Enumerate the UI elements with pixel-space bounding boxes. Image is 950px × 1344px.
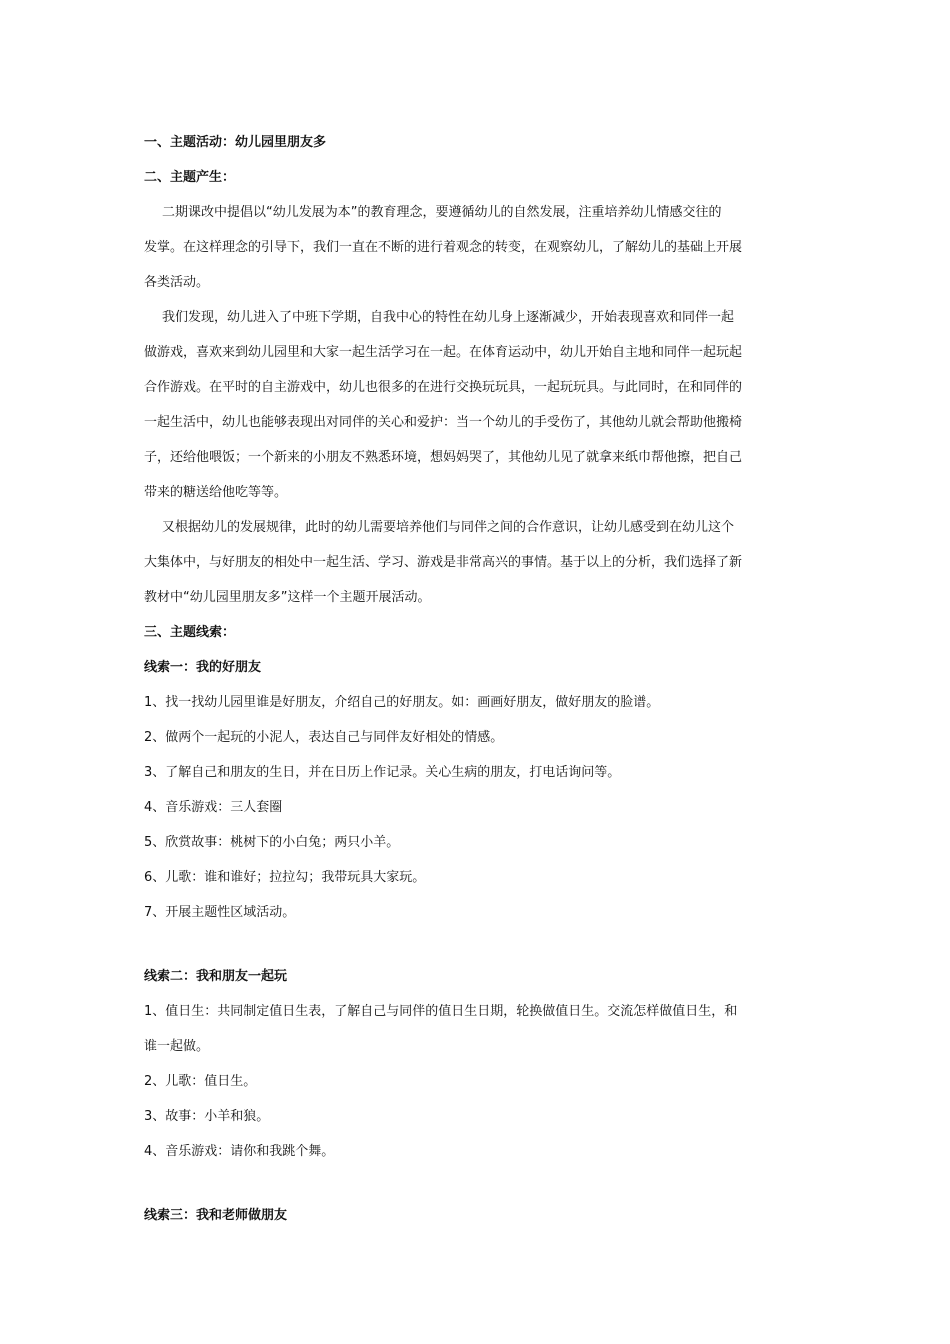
list-item: 3、了解自己和朋友的生日，并在日历上作记录。关心生病的朋友，打电话询问等。: [144, 765, 621, 780]
clue-title: 线索二：我和朋友一起玩: [144, 969, 288, 984]
list-item: 4、音乐游戏：三人套圈: [144, 800, 283, 815]
paragraph-3: [144, 510, 806, 615]
paragraph-line: 子，还给他喂饭；一个新来的小朋友不熟悉环境，想妈妈哭了，其他幼儿见了就拿来纸巾帮他擦，把自己: [144, 450, 743, 465]
paragraph-line: 发掌。在这样理念的引导下，我们一直在不断的进行着观念的转变，在观察幼儿，了解幼儿的基础上开展: [144, 240, 743, 255]
paragraph-line: 教材中“幼儿园里朋友多”这样一个主题开展活动。: [144, 590, 431, 605]
section-spacer: [144, 930, 806, 959]
paragraph-line: 二期课改中提倡以“幼儿发展为本”的教育理念，要遵循幼儿的自然发展，注重培养幼儿情感交往的: [162, 205, 722, 220]
paragraph-line: 一起生活中，幼儿也能够表现出对同伴的关心和爱护：当一个幼儿的手受伤了，其他幼儿就会帮助他搬椅: [144, 415, 743, 430]
clue-section-2: [144, 959, 806, 1169]
list-item: 6、儿歌：谁和谁好；拉拉勾；我带玩具大家玩。: [144, 870, 426, 885]
list-item: 2、做两个一起玩的小泥人，表达自己与同伴友好相处的情感。: [144, 730, 504, 745]
paragraph-2: [144, 300, 806, 510]
list-item: 7、开展主题性区域活动。: [144, 905, 296, 920]
paragraph-line: 各类活动。: [144, 275, 210, 290]
list-item: 1、找一找幼儿园里谁是好朋友，介绍自己的好朋友。如：画画好朋友，做好朋友的脸谱。: [144, 695, 660, 710]
paragraph-line: 合作游戏。在平时的自主游戏中，幼儿也很多的在进行交换玩玩具，一起玩玩具。与此同时，在和同伴的: [144, 380, 743, 395]
heading-theme-clues: 三、主题线索：: [144, 625, 236, 640]
document-page: [144, 125, 806, 1233]
list-item: 2、儿歌：值日生。: [144, 1074, 257, 1089]
list-item: 1、值日生：共同制定值日生表，了解自己与同伴的值日生日期，轮换做值日生。交流怎样做值日生，和: [144, 1004, 738, 1019]
list-item: 谁一起做。: [144, 1039, 210, 1054]
list-item: 3、故事：小羊和狼。: [144, 1109, 270, 1124]
clue-title: 线索一：我的好朋友: [144, 660, 262, 675]
clue-section-3: [144, 1198, 806, 1233]
section-spacer: [144, 1169, 806, 1198]
paragraph-1: [144, 195, 806, 300]
paragraph-line: 带来的糖送给他吃等等。: [144, 485, 288, 500]
clue-title: 线索三：我和老师做朋友: [144, 1208, 288, 1223]
list-item: 4、音乐游戏：请你和我跳个舞。: [144, 1144, 335, 1159]
list-item: 5、欣赏故事：桃树下的小白兔；两只小羊。: [144, 835, 400, 850]
paragraph-line: 我们发现，幼儿进入了中班下学期，自我中心的特性在幼儿身上逐渐减少，开始表现喜欢和同伴一起: [162, 310, 735, 325]
heading-theme-activity: 一、主题活动：幼儿园里朋友多: [144, 135, 327, 150]
clue-section-1: [144, 650, 806, 930]
heading-theme-origin: 二、主题产生：: [144, 170, 236, 185]
paragraph-line: 又根据幼儿的发展规律，此时的幼儿需要培养他们与同伴之间的合作意识，让幼儿感受到在幼儿这个: [162, 520, 735, 535]
paragraph-line: 做游戏，喜欢来到幼儿园里和大家一起生活学习在一起。在体育运动中，幼儿开始自主地和同伴一起玩起: [144, 345, 743, 360]
paragraph-line: 大集体中，与好朋友的相处中一起生活、学习、游戏是非常高兴的事情。基于以上的分析，我们选择了新: [144, 555, 743, 570]
